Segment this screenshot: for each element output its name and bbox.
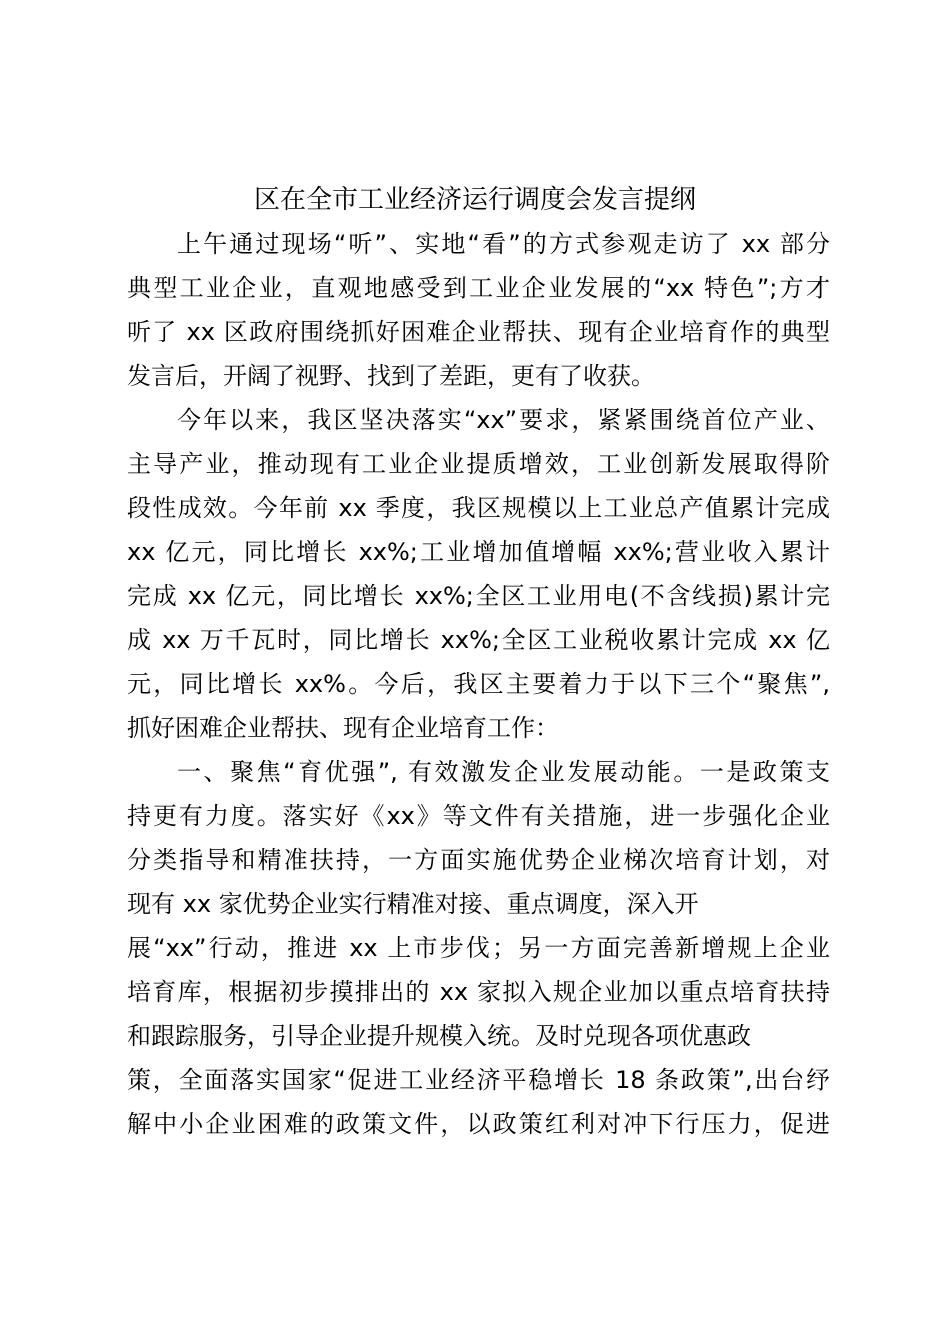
text-line: 展“xx”行动，推进 xx 上市步伐；另一方面完善新增规上企业 (127, 934, 830, 962)
paragraph-section-one (127, 750, 830, 1146)
text-line: 现有 xx 家优势企业实行精准对接、重点调度，深入开 (127, 890, 699, 918)
text-line: 策，全面落实国家“促进工业经济平稳增长 18 条政策”,出台纾 (127, 1066, 830, 1094)
text-line: 分类指导和精准扶持，一方面实施优势企业梯次培育计划，对 (127, 846, 830, 874)
text-line: 段性成效。今年前 xx 季度，我区规模以上工业总产值累计完成 (127, 494, 830, 522)
text-line: 培育库，根据初步摸排出的 xx 家拟入规企业加以重点培育扶持 (127, 978, 830, 1006)
paragraph-summary (127, 398, 830, 750)
text-line: 抓好困难企业帮扶、现有企业培育工作： (127, 714, 559, 742)
document-body (127, 222, 830, 1146)
document-title: 区在全市工业经济运行调度会发言提纲 (253, 185, 696, 215)
text-line: 主导产业，推动现有工业企业提质增效，工业创新发展取得阶 (127, 450, 830, 478)
paragraph-intro (127, 222, 830, 398)
text-line: 和跟踪服务，引导企业提升规模入统。及时兑现各项优惠政 (127, 1022, 751, 1050)
text-line: 一、聚焦“育优强”, 有效激发企业发展动能。一是政策支 (177, 758, 830, 786)
text-line: 解中小企业困难的政策文件，以政策红利对冲下行压力，促进 (127, 1110, 830, 1138)
text-line: 持更有力度。落实好《xx》等文件有关措施，进一步强化企业 (127, 802, 830, 830)
text-line: 典型工业企业，直观地感受到工业企业发展的“xx 特色”;方才 (127, 274, 830, 302)
text-line: 完成 xx 亿元，同比增长 xx%;全区工业用电(不含线损)累计完 (127, 582, 830, 610)
text-line: 上午通过现场“听”、实地“看”的方式参观走访了 xx 部分 (177, 230, 830, 258)
text-line: 发言后，开阔了视野、找到了差距，更有了收获。 (127, 362, 655, 390)
text-line: 成 xx 万千瓦时，同比增长 xx%;全区工业税收累计完成 xx 亿 (127, 626, 830, 654)
text-line: 元，同比增长 xx%。今后，我区主要着力于以下三个“聚焦”, (127, 670, 830, 698)
text-line: 今年以来，我区坚决落实“xx”要求，紧紧围绕首位产业、 (177, 406, 830, 434)
text-line: xx 亿元，同比增长 xx%;工业增加值增幅 xx%;营业收入累计 (127, 538, 830, 566)
text-line: 听了 xx 区政府围绕抓好困难企业帮扶、现有企业培育作的典型 (127, 318, 830, 346)
